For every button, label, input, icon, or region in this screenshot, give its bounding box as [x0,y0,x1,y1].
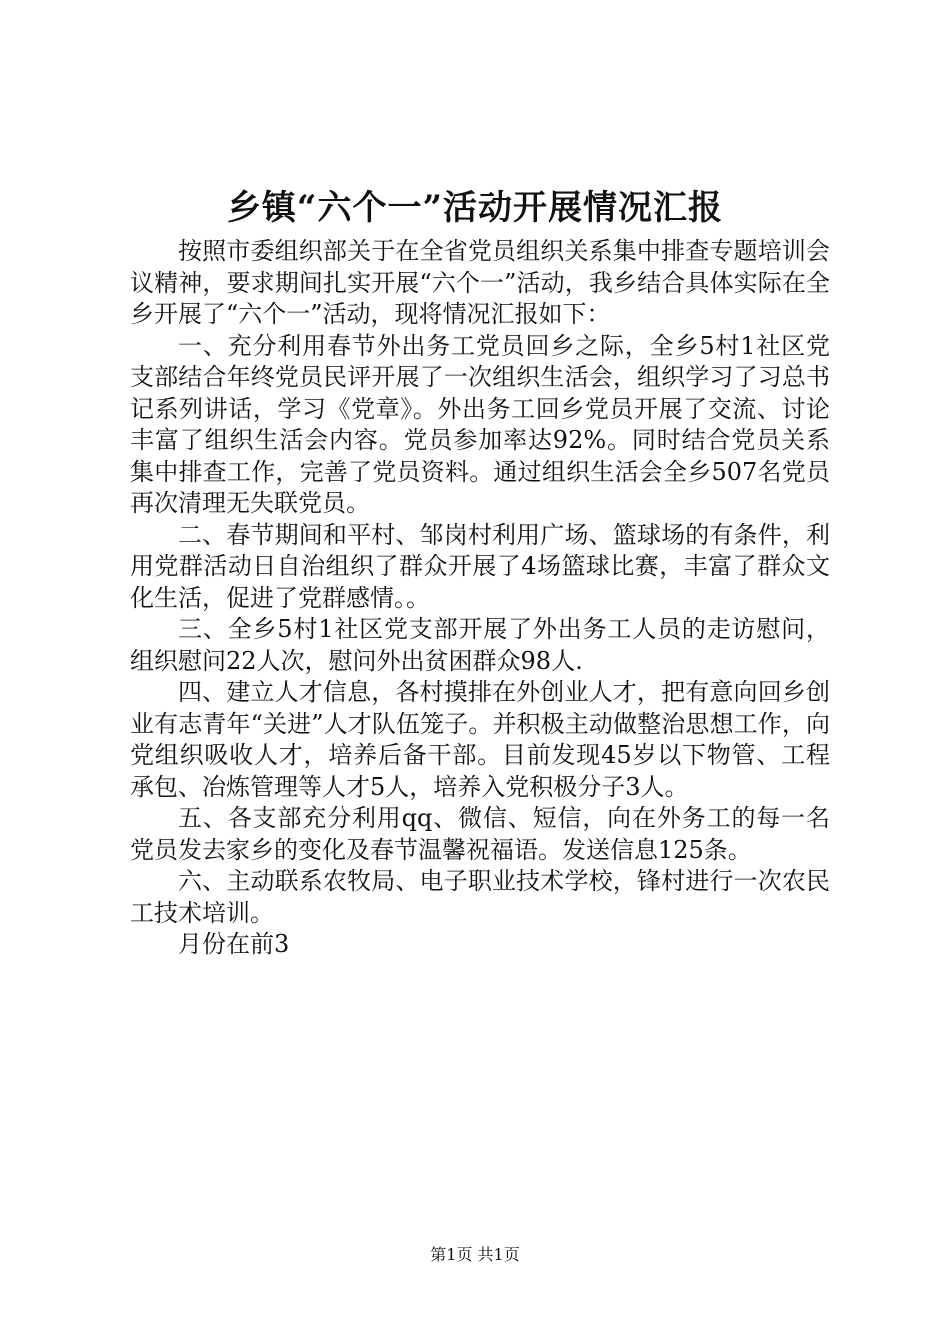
paragraph-intro: 按照市委组织部关于在全省党员组织关系集中排查专题培训会议精神，要求期间扎实开展“六个一”活动，我乡结合具体实际在全乡开展了“六个一”活动，现将情况汇报如下： [130,237,830,328]
paragraph-item-6: 六、主动联系农牧局、电子职业技术学校，锋村进行一次农民工技术培训。 [130,867,830,927]
document-title: 乡镇“六个一”活动开展情况汇报 [226,188,724,228]
paragraph-item-2: 二、春节期间和平村、邹岗村利用广场、篮球场的有条件，利用党群活动日自治组织了群众开展了4场篮球比赛，丰富了群众文化生活，促进了党群感情。。 [130,520,830,612]
paragraph-item-1: 一、充分利用春节外出务工党员回乡之际，全乡5村1社区党支部结合年终党员民评开展了一次组织生活会，组织学习了习总书记系列讲话，学习《党章》。外出务工回乡党员开展了交流、讨论丰富了组织生活会内容。党员参加率达92%。同时结合党员关系集中排查工作，完善了党员资料。通过组织生活会全乡507名党员再次清理无失联党员。 [130,331,830,517]
page-number-footer: 第1页 共1页 [430,1245,520,1264]
document-body [130,236,830,961]
paragraph-item-5: 五、各支部充分利用qq、微信、短信，向在外务工的每一名党员发去家乡的变化及春节温馨祝福语。发送信息125条。 [130,804,830,864]
paragraph-item-4: 四、建立人才信息，各村摸排在外创业人才，把有意向回乡创业有志青年“关进”人才队伍笼子。并积极主动做整治思想工作，向党组织吸收人才，培养后备干部。目前发现45岁以下物管、工程承包、冶炼管理等人才5人，培养入党积极分子3人。 [130,678,830,801]
paragraph-trailing: 月份在前3 [178,930,290,958]
paragraph-item-3: 三、全乡5村1社区党支部开展了外出务工人员的走访慰问，组织慰问22人次，慰问外出贫困群众98人. [130,615,830,675]
